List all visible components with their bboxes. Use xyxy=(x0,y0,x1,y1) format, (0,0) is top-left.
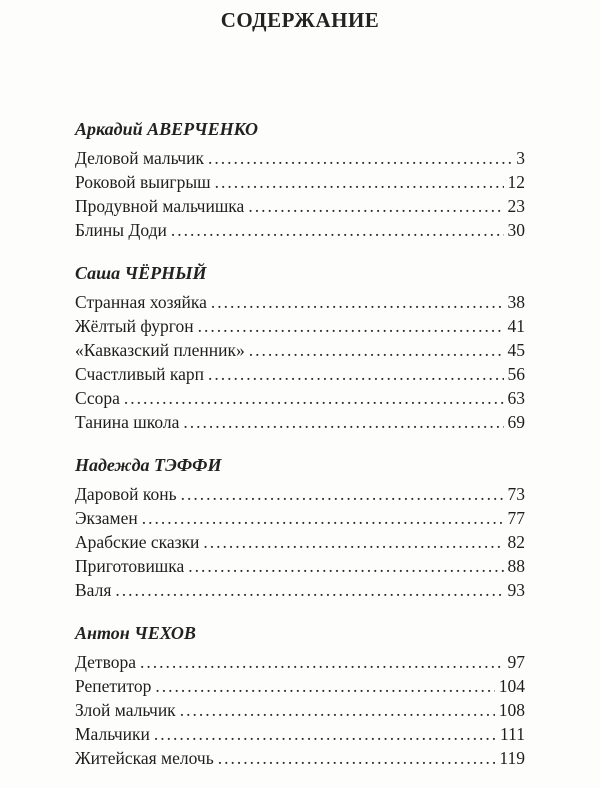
entry-title: Злой мальчик xyxy=(75,700,176,720)
toc-entry xyxy=(75,290,525,314)
entry-title: Приготовишка xyxy=(75,556,185,576)
entry-page-number: 56 xyxy=(507,364,525,384)
entry-title: Ссора xyxy=(75,388,120,408)
entry-title: Валя xyxy=(75,580,112,600)
entry-page-number: 88 xyxy=(507,556,525,576)
toc-entry xyxy=(75,482,525,506)
toc-section xyxy=(75,452,525,602)
entry-page-number: 97 xyxy=(507,652,525,672)
entry-title: Танина школа xyxy=(75,412,180,432)
entry-page-number: 104 xyxy=(498,676,525,696)
dot-leader xyxy=(188,554,503,578)
toc-entry xyxy=(75,146,525,170)
dot-leader xyxy=(171,218,504,242)
entry-title: Продувной мальчишка xyxy=(75,196,245,216)
entry-page-number: 93 xyxy=(507,580,525,600)
toc-section xyxy=(75,620,525,770)
toc-entry xyxy=(75,722,525,746)
author-heading: Саша ЧЁРНЫЙ xyxy=(75,263,207,283)
dot-leader xyxy=(115,578,503,602)
dot-leader xyxy=(124,386,504,410)
entry-title: Репетитор xyxy=(75,676,152,696)
dot-leader xyxy=(183,410,503,434)
dot-leader xyxy=(142,506,504,530)
toc-entry xyxy=(75,578,525,602)
dot-leader xyxy=(198,314,504,338)
entry-title: Мальчики xyxy=(75,724,150,744)
page-title: СОДЕРЖАНИЕ xyxy=(220,8,380,32)
entry-title: Экзамен xyxy=(75,508,138,528)
toc-entry xyxy=(75,194,525,218)
entry-page-number: 12 xyxy=(507,172,525,192)
entry-page-number: 38 xyxy=(507,292,525,312)
entry-title: Счастливый карп xyxy=(75,364,204,384)
toc-section xyxy=(75,260,525,434)
dot-leader xyxy=(154,722,496,746)
dot-leader xyxy=(208,362,504,386)
entry-page-number: 77 xyxy=(507,508,525,528)
dot-leader xyxy=(249,338,504,362)
toc-entry xyxy=(75,170,525,194)
entry-page-number: 111 xyxy=(500,724,525,744)
entry-title: Даровой конь xyxy=(75,484,177,504)
toc-entry xyxy=(75,650,525,674)
dot-leader xyxy=(181,482,504,506)
entry-page-number: 45 xyxy=(507,340,525,360)
entry-page-number: 73 xyxy=(507,484,525,504)
entry-page-number: 3 xyxy=(516,148,525,168)
toc-entry xyxy=(75,506,525,530)
entry-title: Странная хозяйка xyxy=(75,292,207,312)
dot-leader xyxy=(140,650,504,674)
dot-leader xyxy=(155,674,494,698)
toc-entry xyxy=(75,674,525,698)
author-heading: Надежда ТЭФФИ xyxy=(75,455,222,475)
toc-section xyxy=(75,116,525,242)
entry-page-number: 69 xyxy=(507,412,525,432)
dot-leader xyxy=(180,698,495,722)
entry-title: «Кавказский пленник» xyxy=(75,340,245,360)
entry-page-number: 23 xyxy=(507,196,525,216)
dot-leader xyxy=(208,146,512,170)
dot-leader xyxy=(203,530,503,554)
entry-title: Блины Доди xyxy=(75,220,167,240)
entry-page-number: 30 xyxy=(507,220,525,240)
entry-page-number: 41 xyxy=(507,316,525,336)
toc-entry xyxy=(75,530,525,554)
entry-title: Детвора xyxy=(75,652,136,672)
entry-page-number: 108 xyxy=(498,700,525,720)
entry-title: Деловой мальчик xyxy=(75,148,204,168)
table-of-contents xyxy=(75,116,525,788)
toc-entry xyxy=(75,338,525,362)
entry-page-number: 82 xyxy=(507,532,525,552)
toc-entry xyxy=(75,218,525,242)
entry-title: Житейская мелочь xyxy=(75,748,214,768)
entry-title: Арабские сказки xyxy=(75,532,200,552)
entry-title: Жёлтый фургон xyxy=(75,316,194,336)
entry-page-number: 63 xyxy=(507,388,525,408)
dot-leader xyxy=(211,290,504,314)
toc-entry xyxy=(75,362,525,386)
author-heading: Антон ЧЕХОВ xyxy=(75,623,196,643)
toc-entry xyxy=(75,314,525,338)
entry-title: Роковой выигрыш xyxy=(75,172,211,192)
dot-leader xyxy=(215,170,504,194)
toc-entry xyxy=(75,554,525,578)
dot-leader xyxy=(248,194,503,218)
author-heading: Аркадий АВЕРЧЕНКО xyxy=(75,119,258,139)
toc-entry xyxy=(75,410,525,434)
toc-entry xyxy=(75,698,525,722)
entry-page-number: 119 xyxy=(499,748,525,768)
toc-entry xyxy=(75,386,525,410)
